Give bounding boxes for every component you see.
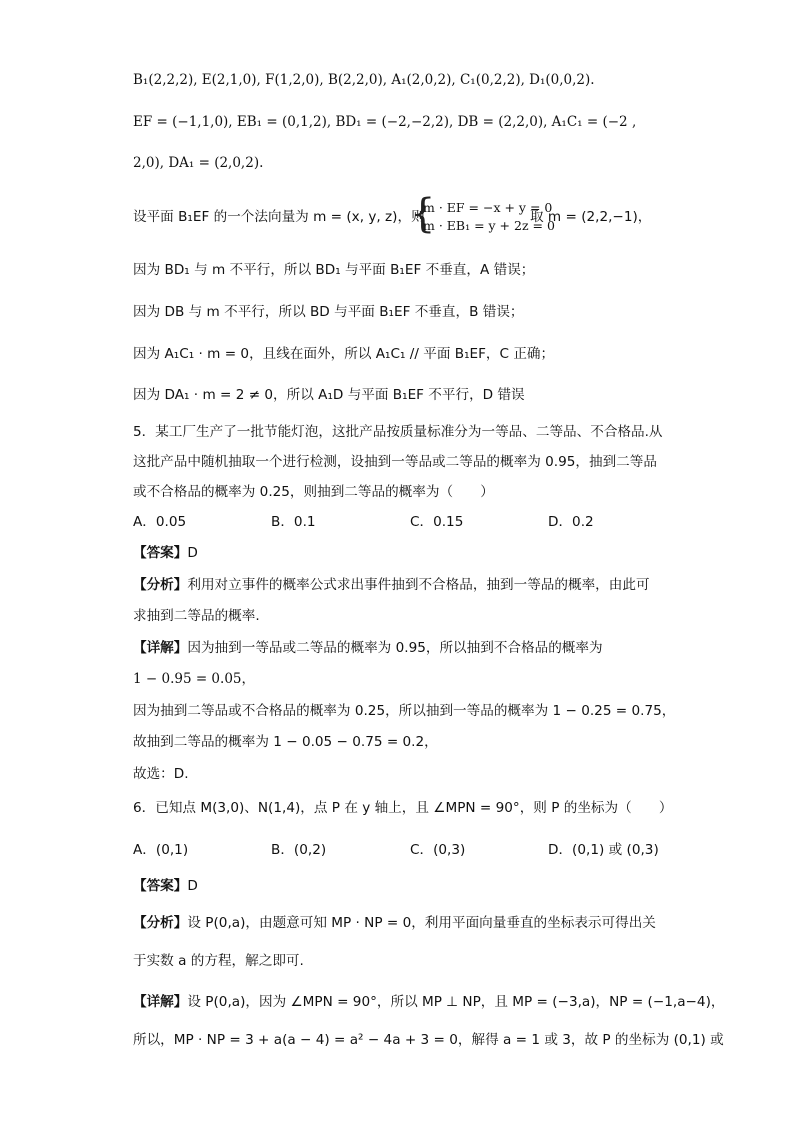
q5-analysis-1 [133, 575, 773, 595]
q5-detail-1 [133, 638, 773, 658]
q5-detail-5: 故选：D. [133, 766, 189, 782]
conclusion-b: 因为 DB 与 m 不平行，所以 BD 与平面 B₁EF 不垂直，B 错误； [133, 304, 524, 320]
normal-vector-intro: 设平面 B₁EF 的一个法向量为 m = (x, y, z)，则 [133, 209, 425, 225]
analysis-text: 设 P(0,a)，由题意可知 MP · NP = 0，利用平面向量垂直的坐标表示可得出关 [187, 915, 656, 931]
answer-tag: 【答案】 [133, 878, 188, 894]
q6-analysis-1 [133, 913, 773, 933]
q6-option-b: B．(0,2) [271, 842, 327, 858]
conclusion-a: 因为 BD₁ 与 m 不平行，所以 BD₁ 与平面 B₁EF 不垂直，A 错误； [133, 262, 535, 278]
answer-value: D [187, 878, 198, 894]
q6-detail-2: 所以，MP · NP = 3 + a(a − 4) = a² − 4a + 3 = 0，解得 a = 1 或 3，故 P 的坐标为 (0,1) 或 [133, 1032, 724, 1048]
q5-detail-4: 故抽到二等品的概率为 1 − 0.05 − 0.75 = 0.2， [133, 734, 438, 750]
brace-symbol: { [410, 191, 436, 237]
q5-detail-2: 1 − 0.95 = 0.05， [133, 671, 255, 687]
detail-tag: 【详解】 [133, 994, 188, 1010]
system-equation-2: m · EB₁ = y + 2z = 0 [423, 218, 555, 233]
q5-option-c: C．0.15 [410, 514, 464, 530]
q5-analysis-2: 求抽到二等品的概率. [133, 608, 260, 624]
analysis-text: 利用对立事件的概率公式求出事件抽到不合格品，抽到一等品的概率，由此可 [187, 577, 650, 593]
q6-answer [133, 876, 773, 896]
q6-option-d: D．(0,1) 或 (0,3) [548, 842, 659, 858]
q5-stem-1: 5．某工厂生产了一批节能灯泡，这批产品按质量标准分为一等品、二等品、不合格品.从 [133, 424, 663, 440]
coordinates-line: B₁(2,2,2), E(2,1,0), F(1,2,0), B(2,2,0), A₁(2,0,2), C₁(0,2,2), D₁(0,0,2). [133, 72, 595, 88]
q5-stem-2: 这批产品中随机抽取一个进行检测，设抽到一等品或二等品的概率为 0.95，抽到二等品 [133, 454, 657, 470]
answer-tag: 【答案】 [133, 545, 188, 561]
system-equation-1: m · EF = −x + y = 0 [423, 200, 553, 215]
detail-text: 设 P(0,a)，因为 ∠MPN = 90°，所以 MP ⊥ NP，且 MP = (−3,a)，NP = (−1,a−4)， [187, 994, 725, 1010]
vectors-line: EF = (−1,1,0), EB₁ = (0,1,2), BD₁ = (−2,−2,2), DB = (2,2,0), A₁C₁ = (−2 , [133, 114, 637, 130]
answer-value: D [187, 545, 198, 561]
q5-answer [133, 543, 773, 563]
equation-system [410, 191, 652, 238]
q6-detail-1 [133, 992, 773, 1012]
q5-option-a: A．0.05 [133, 514, 187, 530]
q6-option-a: A．(0,1) [133, 842, 189, 858]
q6-stem: 6．已知点 M(3,0)、N(1,4)，点 P 在 y 轴上，且 ∠MPN = 90°，则 P 的坐标为（ ） [133, 800, 673, 816]
q5-stem-3: 或不合格品的概率为 0.25，则抽到二等品的概率为（ ） [133, 484, 494, 500]
normal-vector-choice: 取 m = (2,2,−1)， [530, 209, 652, 225]
detail-tag: 【详解】 [133, 640, 188, 656]
conclusion-c: 因为 A₁C₁ · m = 0，且线在面外，所以 A₁C₁ // 平面 B₁EF，C 正确； [133, 346, 555, 362]
q5-detail-3: 因为抽到二等品或不合格品的概率为 0.25，所以抽到一等品的概率为 1 − 0.25 = 0.75， [133, 703, 676, 719]
q6-analysis-2: 于实数 a 的方程，解之即可. [133, 953, 304, 969]
q5-option-b: B．0.1 [271, 514, 316, 530]
conclusion-d: 因为 DA₁ · m = 2 ≠ 0，所以 A₁D 与平面 B₁EF 不平行，D 错误 [133, 387, 525, 403]
analysis-tag: 【分析】 [133, 915, 188, 931]
q5-option-d: D．0.2 [548, 514, 594, 530]
q6-option-c: C．(0,3) [410, 842, 466, 858]
detail-text: 因为抽到一等品或二等品的概率为 0.95，所以抽到不合格品的概率为 [187, 640, 603, 656]
analysis-tag: 【分析】 [133, 577, 188, 593]
vectors-line-cont: 2,0), DA₁ = (2,0,2). [133, 155, 264, 171]
